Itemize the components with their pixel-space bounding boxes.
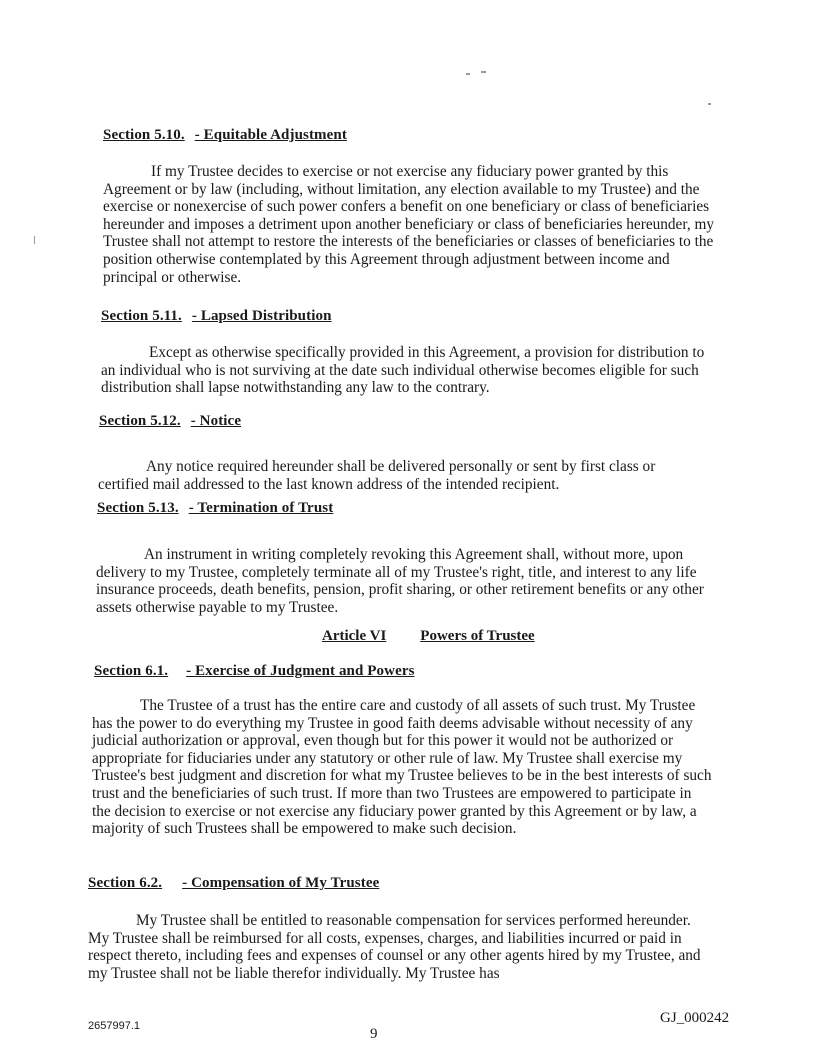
section-body-5-12: Any notice required hereunder shall be delivered personally or sent by first class or certified mail addressed to the last known address of the intended recipient.: [98, 458, 656, 493]
section-title: - Equitable Adjustment: [194, 127, 347, 143]
scan-speck: [466, 73, 470, 75]
section-body-5-10: If my Trustee decides to exercise or not exercise any fiduciary power granted by this Agreement or by law (including, without limitation, any election available to my Trustee) and the exercise or nonexercise of such power confers a benefit on one beneficiary or class of beneficiaries hereunder and imposes a detriment upon another beneficiary or class of beneficiaries hereunder, my Trustee shall not attempt to restore the interests of the beneficiaries or classes of beneficiaries to the position otherwise contemplated by this Agreement through adjustment between income and principal or otherwise.: [103, 163, 715, 286]
section-number: Section 5.11.: [101, 308, 182, 324]
section-title: - Termination of Trust: [188, 500, 334, 516]
section-title: - Compensation of My Trustee: [182, 875, 380, 891]
article-label: Article VI: [322, 628, 387, 644]
document-id: 2657997.1: [88, 1020, 140, 1032]
article-heading: [322, 628, 535, 645]
section-heading-5-12: [99, 413, 241, 430]
section-number: Section 6.1.: [94, 663, 169, 679]
section-heading-6-2: [88, 875, 379, 892]
section-number: Section 5.10.: [103, 127, 185, 143]
section-number: Section 6.2.: [88, 875, 163, 891]
section-body-6-1: The Trustee of a trust has the entire care and custody of all assets of such trust. My Trustee has the power to do everything my Trustee in good faith deems advisable without necessity of any judicial authorization or approval, even though but for this power it would not be authorized or appropriate for fiduciaries under any statutory or other rule of law. My Trustee shall exercise my Trustee's best judgment and discretion for what my Trustee believes to be in the best interests of such trust and the beneficiaries of such trust. If more than two Trustees are empowered to participate in the decision to exercise or not exercise any fiduciary power granted by this Agreement or by law, a majority of such Trustees shall be empowered to make such decision.: [92, 697, 712, 838]
section-body-6-2: My Trustee shall be entitled to reasonable compensation for services performed hereunder. My Trustee shall be reimbursed for all costs, expenses, charges, and liabilities incurred or paid in respect thereto, including fees and expenses of counsel or any other agents hired by my Trustee, and my Trustee shall not be liable therefor individually. My Trustee has: [88, 912, 701, 982]
section-title: - Exercise of Judgment and Powers: [186, 663, 415, 679]
section-heading-6-1: [94, 663, 415, 680]
section-title: - Lapsed Distribution: [191, 308, 332, 324]
section-number: Section 5.12.: [99, 413, 181, 429]
article-title: Powers of Trustee: [420, 628, 535, 644]
section-number: Section 5.13.: [97, 500, 179, 516]
section-heading-5-13: [97, 500, 333, 517]
scan-speck: [34, 236, 35, 244]
section-heading-5-10: [103, 127, 347, 144]
scan-speck: [481, 71, 486, 73]
section-heading-5-11: [101, 308, 332, 325]
section-body-5-13: An instrument in writing completely revoking this Agreement shall, without more, upon delivery to my Trustee, completely terminate all of my Trustee's right, title, and interest to any life insurance proceeds, death benefits, pension, profit sharing, or other retirement benefits or any other assets otherwise payable to my Trustee.: [96, 546, 704, 616]
page-number: 9: [370, 1026, 378, 1042]
section-body-5-11: Except as otherwise specifically provided in this Agreement, a provision for distribution to an individual who is not surviving at the date such individual otherwise becomes eligible for such distribution shall lapse notwithstanding any law to the contrary.: [101, 344, 705, 397]
section-title: - Notice: [190, 413, 242, 429]
bates-number: GJ_000242: [660, 1010, 730, 1026]
scan-speck: [708, 103, 711, 105]
